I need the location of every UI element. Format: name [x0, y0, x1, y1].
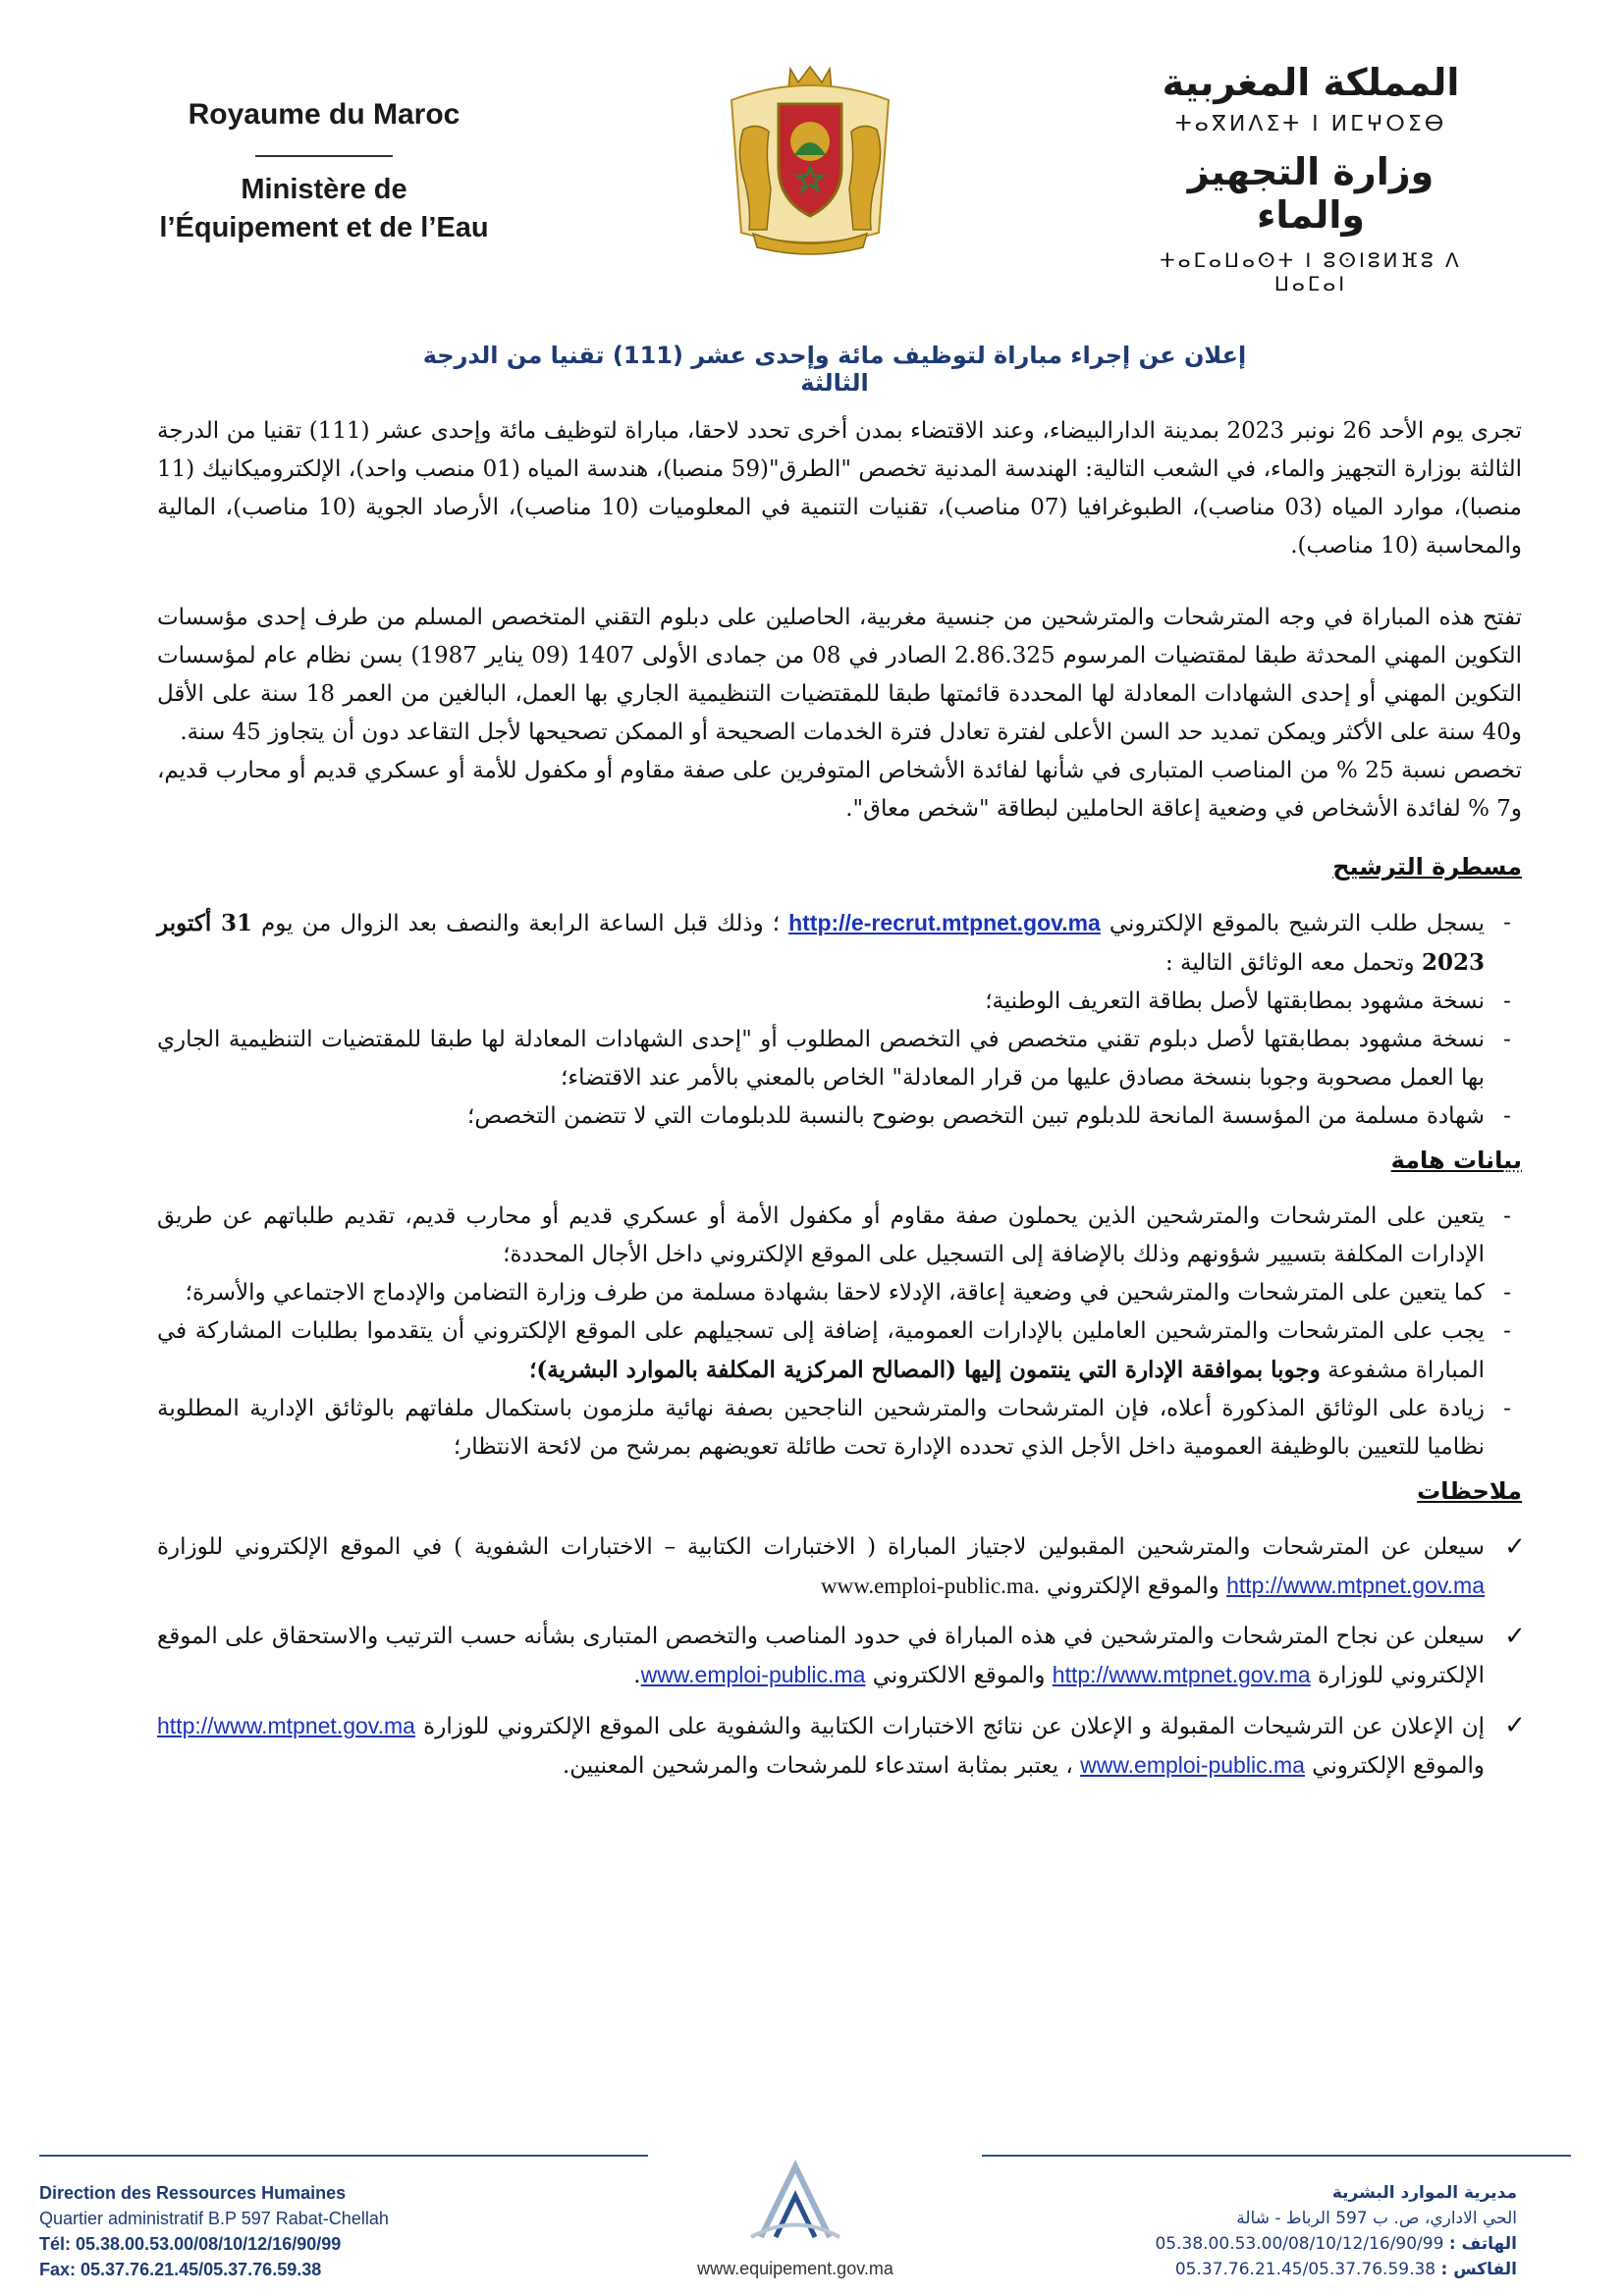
footer-divider-left — [39, 2155, 648, 2157]
text: وتحمل معه الوثائق التالية : — [1164, 950, 1415, 976]
dash-bullet: - — [1503, 1318, 1511, 1344]
ar-phone: 05.38.00.53.00/08/10/12/16/90/99 — [1155, 2234, 1444, 2254]
dash-bullet: - — [1503, 1203, 1511, 1229]
emploi-public-site: www.emploi-public.ma. — [820, 1574, 1040, 1598]
footer-arabic-contact — [1129, 2180, 1517, 2282]
fr-ministry-line-2: l’Équipement et de l’Eau — [159, 212, 489, 244]
eligibility-paragraph: تفتح هذه المباراة في وجه المترشحات والمترشحين من جنسية مغربية، الحاصلين على دبلوم التقني المتخصص المسلم من طرف إحدى مؤسسات التكوين المهني المحدثة طبقا لمقتضيات المرسوم 2.86.325 الصادر في 08 من جمادى الأولى 1407 (09 يناير 1987) بسن نظام عام لمؤسسات التكوين المهني أو إحدى الشهادات المعادلة لها المحددة قائمتها طبقا للمقتضيات التنظيمية الجاري بها العمل، البالغين من العمر 18 سنة على الأقل و40 سنة على الأكثر ويمكن تمديد حد السن الأعلى لفترة تعادل فترة الخدمات الصحيحة أو الممكن تصحيحها لأجل التقاعد دون أن يتجاوز 45 سنة. — [157, 605, 1523, 745]
e-recrut-link[interactable]: http://e-recrut.mtpnet.gov.ma — [788, 910, 1101, 935]
fr-kingdom-name: Royaume du Maroc — [188, 98, 460, 131]
ar-direction-name: مديرية الموارد البشرية — [1331, 2183, 1517, 2203]
ar-fax: 05.37.76.21.45/05.37.76.59.38 — [1174, 2260, 1436, 2279]
text: زيادة على الوثائق المذكورة أعلاه، فإن المترشحات والمترشحين الناجحين بصفة نهائية ملزمون باستكمال ملفاتهم بالوثائق الإدارية المطلوبة نظاميا للتعيين بالوظيفة العمومية داخل الأجل الذي تحدده الإدارة تحت طائلة تعويضهم بمرشح من لائحة الانتظار؛ — [157, 1396, 1485, 1460]
header-arabic — [1129, 61, 1492, 295]
text: ؛ وذلك قبل الساعة الرابعة والنصف بعد الزوال من يوم — [260, 911, 781, 936]
spacer — [157, 565, 1522, 599]
text: شهادة مسلمة من المؤسسة المانحة للدبلوم تبين التخصص بوضوح بالنسبة للدبلومات التي لا تتضمن التخصص؛ — [467, 1103, 1485, 1129]
mtpnet-link[interactable]: http://www.mtpnet.gov.ma — [1226, 1573, 1485, 1598]
dash-bullet: - — [1503, 1280, 1511, 1306]
announcement-title: إعلان عن إجراء مباراة لتوظيف مائة وإحدى عشر (111) تقنيا من الدرجة الثالثة — [422, 342, 1247, 397]
checkmark-icon: ✓ — [1504, 1532, 1526, 1562]
text: سيعلن عن المترشحات والمترشحين المقبولين لاجتياز المباراة ( الاختبارات الكتابية – الاختبارات الشفوية ) في الموقع الإلكتروني للوزارة — [157, 1534, 1485, 1560]
ar-phone-label: الهاتف : — [1448, 2234, 1517, 2254]
emploi-public-link[interactable]: www.emploi-public.ma — [1080, 1752, 1305, 1778]
announcement-body — [157, 412, 1526, 1786]
checkmark-icon: ✓ — [1504, 1622, 1526, 1651]
page-footer — [0, 2135, 1624, 2296]
important-heading: بيانات هامة — [1390, 1147, 1522, 1174]
text: والموقع الإلكتروني — [1312, 1753, 1485, 1779]
procedure-item-certificate — [157, 1097, 1522, 1136]
important-item-veterans — [157, 1198, 1522, 1274]
fr-direction-name: Direction des Ressources Humaines — [39, 2183, 347, 2203]
text: يتعين على المترشحات والمترشحين الذين يحملون صفة مقاوم أو مكفول الأمة أو عسكري قديم أو محارب قديم، تقديم طلباتهم عن طريق الإدارات المكلفة بتسيير شؤونهم وذلك بالإضافة إلى التسجيل على الموقع الإلكتروني داخل الأجال المحددة؛ — [157, 1203, 1485, 1267]
ar-ministry-name: وزارة التجهيز والماء — [1187, 150, 1435, 237]
footer-french-contact — [39, 2180, 550, 2282]
dash-bullet: - — [1503, 1103, 1511, 1129]
fr-phone: Tél: 05.38.00.53.00/08/10/12/16/90/99 — [39, 2234, 342, 2254]
important-item-disability — [157, 1274, 1522, 1312]
quota-paragraph: تخصص نسبة 25 % من المناصب المتبارى في شأنها لفائدة الأشخاص المتوفرين على صفة مقاوم أو مكفول للأمة أو عسكري قديم أو محارب قديم، و7 % لفائدة الأشخاص في وضعية إعاقة الحاملين لبطاقة "شخص معاق". — [157, 758, 1522, 822]
text: نسخة مشهود بمطابقتها لأصل دبلوم تقني متخصص في التخصص المطلوب أو "إحدى الشهادات المعادلة لها طبقا للمقتضيات التنظيمية الجاري بها العمل مصحوبة وجوبا بنسخة مصادق عليها من قرار المعادلة" الخاص بالمعني بالأمر عند الاقتضاء؛ — [157, 1027, 1485, 1091]
procedure-heading: مسطرة الترشيح — [1332, 853, 1522, 881]
text: سيعلن عن نجاح المترشحات والمترشحين في هذه المباراة في حدود المناصب والتخصص المتبارى بشأنه حسب الترتيب والاستحقاق على الموقع الإلكتروني للوزارة — [157, 1624, 1485, 1688]
checkmark-icon: ✓ — [1504, 1711, 1526, 1740]
ar-address: الحي الاداري، ص. ب 597 الرباط - شالة — [1236, 2209, 1517, 2228]
procedure-item-registration — [157, 904, 1522, 983]
text: ، يعتبر بمثابة استدعاء للمرشحات والمرشحين المعنيين. — [562, 1753, 1073, 1779]
note-item-results: ✓ سيعلن عن نجاح المترشحات والمترشحين في هذه المباراة في حدود المناصب والتخصص المتبارى بشأنه حسب الترتيب والاستحقاق على الموقع الإلكتروني للوزارة http://www.mtpnet.gov.ma والموقع الالكتروني www.emploi-public.ma. — [157, 1618, 1522, 1695]
tifinagh-kingdom-name: ⵜⴰⴳⵍⴷⵉⵜ ⵏ ⵍⵎⵖⵔⵉⴱ — [1174, 112, 1447, 136]
bold-text: وجوبا بموافقة الإدارة التي ينتمون إليها (المصالح المركزية المكلفة بالموارد البشرية)؛ — [529, 1357, 1321, 1383]
dash-bullet: - — [1503, 1027, 1511, 1052]
emploi-public-link[interactable]: www.emploi-public.ma — [640, 1662, 866, 1687]
procedure-item-id-copy — [157, 983, 1522, 1021]
ar-fax-line — [1129, 2257, 1517, 2282]
text: كما يتعين على المترشحات والمترشحين في وضعية إعاقة، الإدلاء لاحقا بشهادة مسلمة من طرف وزارة التضامن والإدماج الاجتماعي والأسرة؛ — [185, 1280, 1485, 1306]
footer-divider-right — [982, 2155, 1571, 2157]
text: إن الإعلان عن الترشيحات المقبولة و الإعلان عن نتائج الاختبارات الكتابية والشفوية على الموقع الإلكتروني للوزارة — [423, 1714, 1485, 1739]
fr-address: Quartier administratif B.P 597 Rabat-Chellah — [39, 2209, 389, 2228]
text: والموقع الالكتروني — [872, 1663, 1046, 1688]
procedure-item-diploma-copy — [157, 1021, 1522, 1097]
dash-bullet: - — [1503, 988, 1511, 1014]
note-item-admitted — [157, 1528, 1526, 1606]
fr-ministry-line-1: Ministère de — [241, 174, 407, 205]
spacer — [157, 1695, 1522, 1707]
footer-logo-block — [668, 2159, 923, 2279]
mtpnet-link[interactable]: http://www.mtpnet.gov.ma — [157, 1713, 415, 1738]
intro-paragraph: تجرى يوم الأحد 26 نونبر 2023 بمدينة الدارالبيضاء، وعند الاقتضاء بمدن أخرى تحدد لاحقا، مباراة لتوظيف مائة وإحدى عشر (111) تقنيا من الدرجة الثالثة بوزارة التجهيز والماء، في الشعب التالية: الهندسة المدنية تخصص "الطرق"(59 منصبا)، هندسة المياه (01 منصب واحد)، الإلكتروميكانيك (11 منصبا)، موارد المياه (03 مناصب)، الطبوغرافيا (07 مناصب)، تقنيات التنمية في المعلوميات (10 مناصب)، الأرصاد الجوية (10 مناصب)، المالية والمحاسبة (10 مناصب). — [157, 418, 1523, 559]
header-french — [137, 98, 511, 247]
fr-fax: Fax: 05.37.76.21.45/05.37.76.59.38 — [39, 2260, 322, 2279]
important-item-final-documents — [157, 1390, 1522, 1467]
ministry-website: www.equipement.gov.ma — [697, 2259, 893, 2278]
mtpnet-link[interactable]: http://www.mtpnet.gov.ma — [1052, 1662, 1311, 1687]
tifinagh-ministry-name: ⵜⴰⵎⴰⵡⴰⵙⵜ ⵏ ⵓⵙⵏⵓⵍⴼⵓ ⴷ ⵡⴰⵎⴰⵏ — [1160, 248, 1462, 295]
note-item-convocation — [157, 1707, 1526, 1786]
spacer — [157, 1606, 1522, 1618]
text: يجب على المترشحات والمترشحين العاملين بالإدارات العمومية، إضافة إلى تسجيلهم على الموقع الإلكتروني أن يتقدموا بطلبات المشاركة في المباراة مشفوعة — [157, 1318, 1485, 1383]
text: والموقع الإلكتروني — [1047, 1574, 1219, 1599]
header-divider — [255, 155, 393, 157]
notes-heading: ملاحظات — [1417, 1477, 1522, 1505]
deadline-date: 31 أكتوبر 2023 — [157, 910, 1485, 976]
important-item-public-employees — [157, 1312, 1522, 1390]
ministry-logo-icon — [741, 2159, 849, 2247]
text: يسجل طلب الترشيح بالموقع الإلكتروني — [1109, 911, 1485, 936]
ar-fax-label: الفاكس : — [1440, 2260, 1517, 2279]
ar-phone-line — [1129, 2231, 1517, 2257]
ar-kingdom-name: المملكة المغربية — [1162, 61, 1460, 104]
dash-bullet: - — [1503, 1396, 1511, 1421]
dash-bullet: - — [1503, 910, 1511, 935]
text: نسخة مشهود بمطابقتها لأصل بطاقة التعريف الوطنية؛ — [985, 988, 1485, 1014]
coat-of-arms-emblem — [722, 61, 898, 257]
